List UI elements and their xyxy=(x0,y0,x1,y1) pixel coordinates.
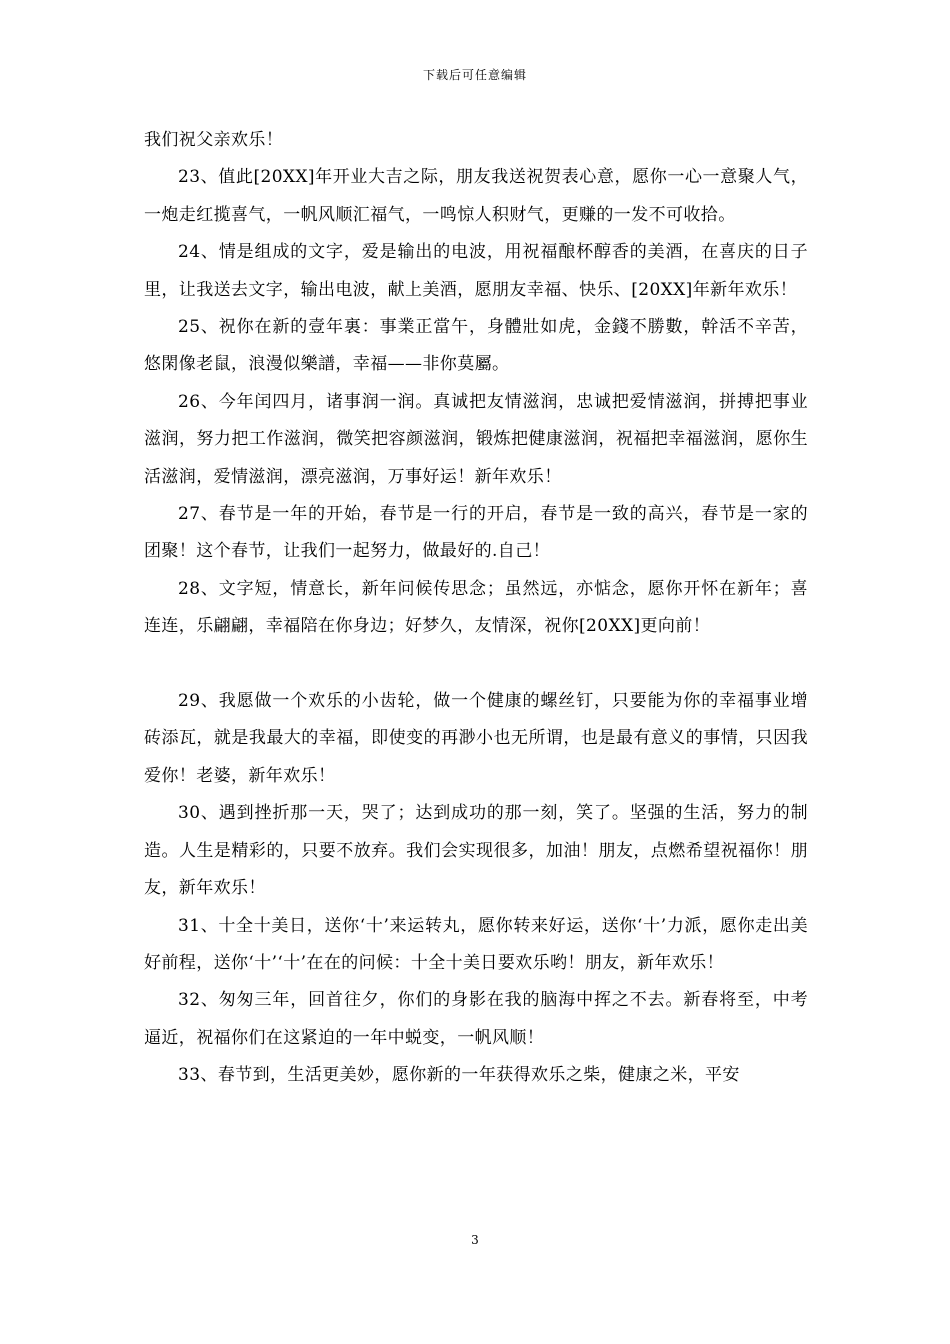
paragraph-24: 24、情是组成的文字，爱是输出的电波，用祝福酿杯醇香的美酒，在喜庆的日子里，让我送去文字，输出电波，献上美酒，愿朋友幸福、快乐、[20XX]年新年欢乐！ xyxy=(144,242,808,300)
paragraph-32: 32、匆匆三年，回首往夕，你们的身影在我的脑海中挥之不去。新春将至，中考逼近，祝福你们在这紧迫的一年中蜕变，一帆风顺！ xyxy=(144,990,808,1048)
paragraph-26: 26、今年闰四月，诸事润一润。真诚把友情滋润，忠诚把爱情滋润，拼搏把事业滋润，努力把工作滋润，微笑把容颜滋润，锻炼把健康滋润，祝福把幸福滋润，愿你生活滋润，爱情滋润，漂亮滋润，万事好运！新年欢乐！ xyxy=(144,391,808,487)
paragraph-28: 28、文字短，情意长，新年问候传思念；虽然远，亦惦念，愿你开怀在新年；喜连连，乐翩翩，幸福陪在你身边；好梦久，友情深，祝你[20XX]更向前！ xyxy=(144,578,808,637)
paragraph-33: 33、春节到，生活更美妙，愿你新的一年获得欢乐之柴，健康之米，平安 xyxy=(178,1065,740,1086)
paragraph-29: 29、我愿做一个欢乐的小齿轮，做一个健康的螺丝钉，只要能为你的幸福事业增砖添瓦，就是我最大的幸福，即使变的再渺小也无所谓，也是最有意义的事情，只因我爱你！老婆，新年欢乐！ xyxy=(144,691,808,786)
paragraph-continuation: 我们祝父亲欢乐！ xyxy=(144,130,284,150)
paragraph-27: 27、春节是一年的开始，春节是一行的开启，春节是一致的高兴，春节是一家的团聚！这个春节，让我们一起努力，做最好的.自己！ xyxy=(144,504,808,562)
paragraph-25: 25、祝你在新的壹年裏：事業正當午，身體壯如虎，金錢不勝數，幹活不辛苦，悠閑像老鼠，浪漫似樂譜，幸福——非你莫屬。 xyxy=(144,317,808,375)
page-number: 3 xyxy=(471,1233,479,1247)
paragraph-31: 31、十全十美日，送你‘十’来运转丸，愿你转来好运，送你‘十’力派，愿你走出美好前程，送你‘十’‘十’在在的问候：十全十美日要欢乐哟！朋友，新年欢乐！ xyxy=(144,915,808,973)
document-body xyxy=(144,122,808,1095)
paragraph-23: 23、值此[20XX]年开业大吉之际，朋友我送祝贺表心意，愿你一心一意聚人气，一炮走红揽喜气，一帆风顺汇福气，一鸣惊人积财气，更赚的一发不可收拾。 xyxy=(144,167,808,225)
paragraph-30: 30、遇到挫折那一天，哭了；达到成功的那一刻，笑了。坚强的生活，努力的制造。人生是精彩的，只要不放弃。我们会实现很多，加油！朋友，点燃希望祝福你！朋友，新年欢乐！ xyxy=(144,803,808,899)
page-header: 下载后可任意编辑 xyxy=(422,68,527,82)
